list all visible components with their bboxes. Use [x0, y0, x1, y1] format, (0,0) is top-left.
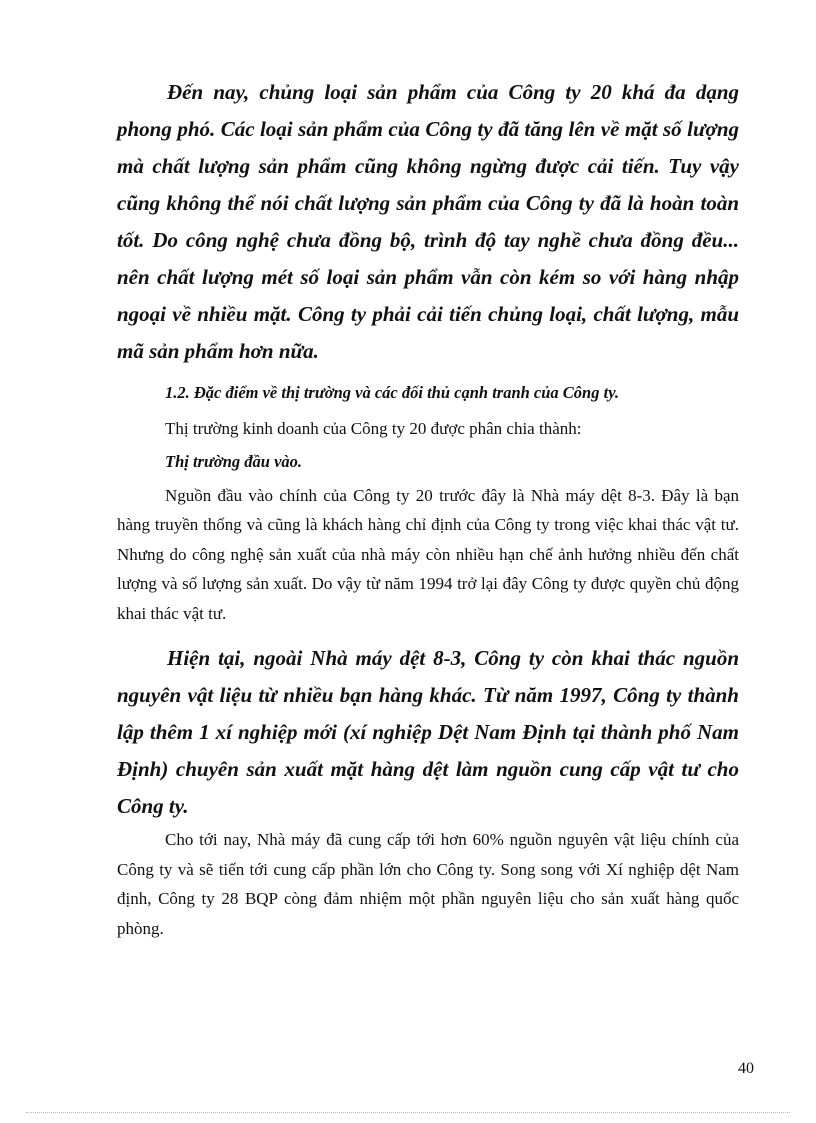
paragraph-product-variety: Đến nay, chủng loại sản phẩm của Công ty 20 khá đa dạng phong phó. Các loại sản phẩm của Công ty đã tăng lên về mặt số lượng mà chất lượng sản phẩm cũng không ngừng được cải tiến. Tuy vậy cũng không thể nói chất lượng sản phẩm của Công ty đã là hoàn toàn tốt. Do công nghệ chưa đồng bộ, trình độ tay nghề chưa đồng đều... nên chất lượng mét số loại sản phẩm vẫn còn kém so với hàng nhập ngoại về nhiều mặt. Công ty phải cải tiến chủng loại, chất lượng, mẫu mã sản phẩm hơn nữa.: [117, 80, 739, 363]
paragraph-input-source: Nguồn đầu vào chính của Công ty 20 trước đây là Nhà máy dệt 8-3. Đây là bạn hàng truyền thống và cũng là khách hàng chỉ định của Công ty trong việc khai thác vật tư. Nhưng do công nghệ sản xuất của nhà máy còn nhiều hạn chế ảnh hưởng nhiều đến chất lượng và số lượng sản xuất. Do vậy từ năm 1994 trở lại đây Công ty được quyền chủ động khai thác vật tư.: [117, 485, 739, 623]
paragraph-current-suppliers: Hiện tại, ngoài Nhà máy dệt 8-3, Công ty còn khai thác nguồn nguyên vật liệu từ nhiều bạn hàng khác. Từ năm 1997, Công ty thành lập thêm 1 xí nghiệp mới (xí nghiệp Dệt Nam Định tại thành phố Nam Định) chuyên sản xuất mặt hàng dệt làm nguồn cung cấp vật tư cho Công ty.: [117, 646, 739, 818]
paragraph-market-division: Thị trường kinh doanh của Công ty 20 được phân chia thành:: [165, 418, 582, 438]
page-bottom-border: [26, 1112, 790, 1113]
subheading-input-market: Thị trường đầu vào.: [165, 452, 303, 471]
section-heading-market: 1.2. Đặc điểm về thị trường và các đối thủ cạnh tranh của Công ty.: [165, 383, 620, 402]
page-body: [117, 74, 739, 943]
page-number: 40: [738, 1060, 754, 1077]
paragraph-supply-share: Cho tới nay, Nhà máy đã cung cấp tới hơn 60% nguồn nguyên vật liệu chính của Công ty và sẽ tiến tới cung cấp phần lớn cho Công ty. Song song với Xí nghiệp dệt Nam định, Công ty 28 BQP còng đảm nhiệm một phần nguyên liệu cho sản xuất hàng quốc phòng.: [117, 830, 739, 938]
